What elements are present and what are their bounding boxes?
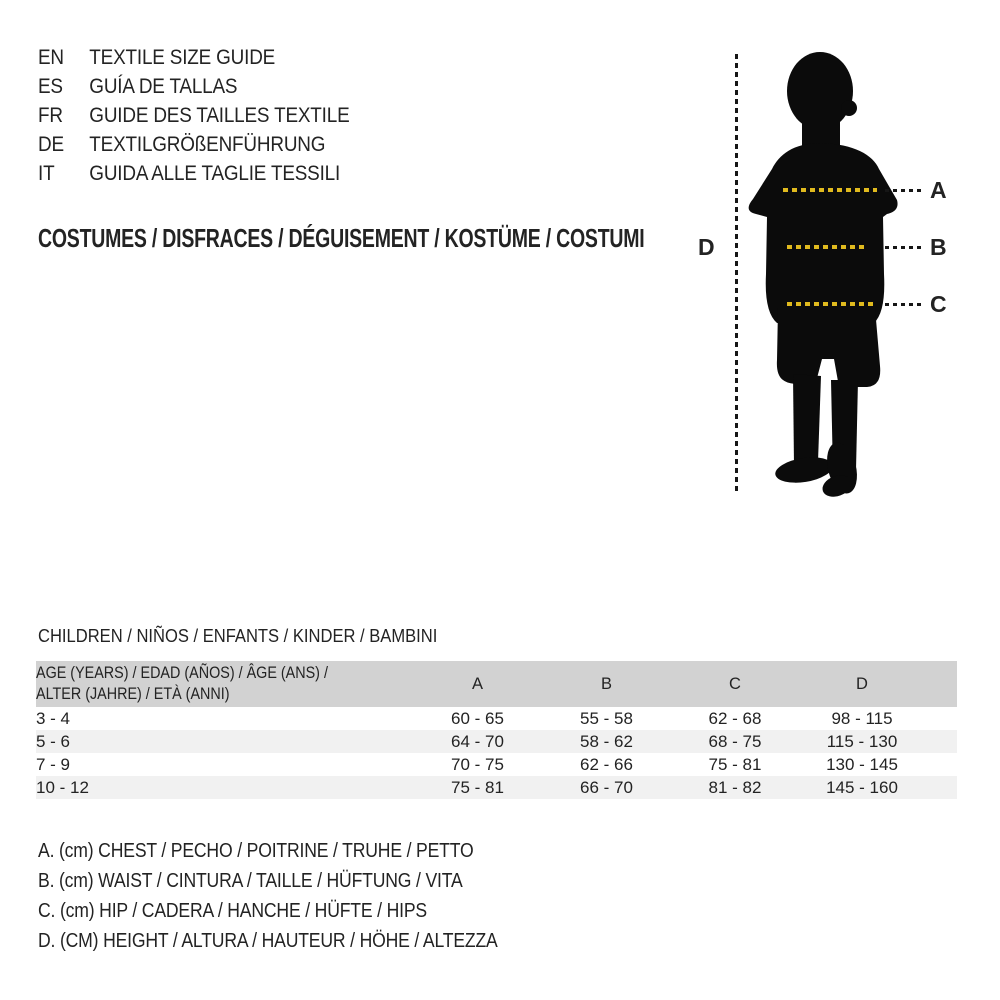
- column-header-d: D: [799, 661, 925, 707]
- column-header-b: B: [542, 661, 671, 707]
- waist-cell: 62 - 66: [580, 754, 633, 774]
- hip-cell: 62 - 68: [708, 708, 762, 728]
- hip-cell: 75 - 81: [708, 754, 762, 774]
- height-cell: 130 - 145: [826, 754, 898, 774]
- height-cell: 115 - 130: [799, 730, 925, 753]
- row-spacer: [925, 753, 957, 776]
- table-row: [36, 707, 957, 730]
- hip-leader-dots: [885, 303, 921, 306]
- age-cell: 5 - 6: [36, 730, 413, 753]
- table-row: [36, 730, 957, 753]
- waist-cell: 66 - 70: [542, 776, 671, 799]
- row-spacer: [925, 776, 957, 799]
- waist-label: B: [930, 234, 947, 260]
- row-spacer: [925, 730, 957, 753]
- list-item: [38, 159, 349, 188]
- chest-cell: 64 - 70: [413, 730, 542, 753]
- list-item: [38, 130, 349, 159]
- chest-cell: 60 - 65: [451, 708, 504, 728]
- legend-height: D. (CM) HEIGHT / ALTURA / HAUTEUR / HÖHE / ALTEZZA: [38, 930, 498, 952]
- language-list: [38, 43, 349, 188]
- language-code: EN: [38, 45, 64, 69]
- waist-leader-dots: [885, 246, 921, 249]
- language-label: GUÍA DE TALLAS: [89, 74, 238, 98]
- age-cell: 10 - 12: [36, 776, 413, 799]
- hip-cell: 68 - 75: [671, 730, 799, 753]
- height-cell: 98 - 115: [831, 708, 893, 728]
- language-code: FR: [38, 103, 63, 127]
- section-title-children: CHILDREN / NIÑOS / ENFANTS / KINDER / BAMBINI: [38, 626, 438, 646]
- table-header-row: [36, 661, 957, 707]
- language-label: GUIDA ALLE TAGLIE TESSILI: [89, 161, 341, 185]
- table-row: [36, 753, 957, 776]
- age-header-line2: ALTER (JAHRE) / ETÀ (ANNI): [36, 685, 230, 703]
- language-code: DE: [38, 132, 64, 156]
- language-code: ES: [38, 74, 63, 98]
- language-label: GUIDE DES TAILLES TEXTILE: [89, 103, 350, 127]
- age-cell: 7 - 9: [36, 754, 71, 774]
- language-label: TEXTILE SIZE GUIDE: [89, 45, 276, 69]
- measurement-figure: [690, 30, 1000, 510]
- chest-leader-dots: [885, 189, 921, 192]
- chest-cell: 75 - 81: [413, 776, 542, 799]
- row-spacer: [925, 707, 957, 730]
- age-cell: 3 - 4: [36, 708, 71, 728]
- waist-cell: 58 - 62: [542, 730, 671, 753]
- list-item: [38, 101, 349, 130]
- legend-chest: A. (cm) CHEST / PECHO / POITRINE / TRUHE / PETTO: [38, 840, 474, 862]
- column-header-c: C: [671, 661, 799, 707]
- chest-label: A: [930, 177, 947, 203]
- list-item: [38, 72, 349, 101]
- chest-dash-line: [783, 188, 877, 192]
- waist-dash-line: [787, 245, 865, 249]
- height-cell: 145 - 160: [799, 776, 925, 799]
- legend-hip: C. (cm) HIP / CADERA / HANCHE / HÜFTE / HIPS: [38, 900, 427, 922]
- hip-dash-line: [787, 302, 875, 306]
- age-header-line1: AGE (YEARS) / EDAD (AÑOS) / ÂGE (ANS) /: [36, 664, 328, 682]
- size-table: [36, 661, 957, 799]
- waist-cell: 55 - 58: [580, 708, 633, 728]
- height-dotted-line: [735, 54, 738, 493]
- measurement-legend: [38, 836, 498, 956]
- header-spacer: [925, 661, 957, 707]
- height-label: D: [698, 234, 715, 260]
- table-row: [36, 776, 957, 799]
- column-header-a: A: [413, 661, 542, 707]
- list-item: [38, 43, 349, 72]
- chest-cell: 70 - 75: [451, 754, 504, 774]
- legend-waist: B. (cm) WAIST / CINTURA / TAILLE / HÜFTUNG / VITA: [38, 870, 463, 892]
- language-code: IT: [38, 161, 55, 185]
- hip-cell: 81 - 82: [671, 776, 799, 799]
- category-title: COSTUMES / DISFRACES / DÉGUISEMENT / KOSTÜME / COSTUMI: [38, 223, 645, 253]
- hip-label: C: [930, 291, 947, 317]
- age-column-header: [36, 661, 413, 707]
- language-label: TEXTILGRÖßENFÜHRUNG: [89, 132, 326, 156]
